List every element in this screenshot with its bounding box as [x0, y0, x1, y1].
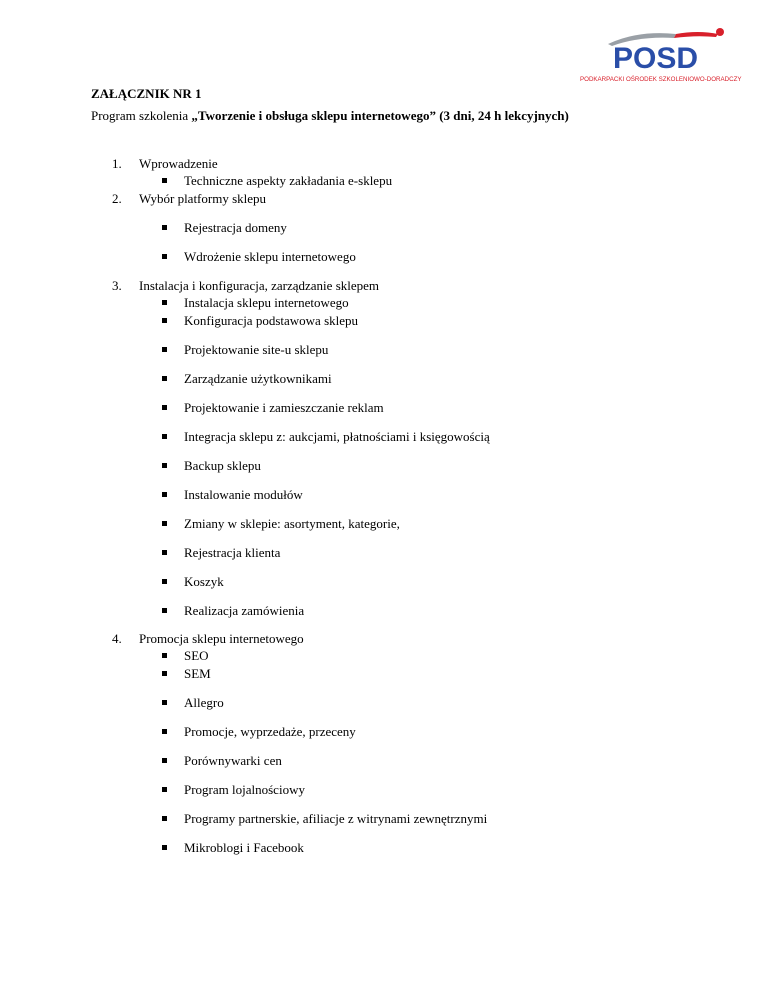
bullet-icon — [162, 300, 167, 305]
bullet-icon — [162, 845, 167, 850]
section-title: Promocja sklepu internetowego — [139, 631, 304, 646]
list-item: Koszyk — [184, 574, 224, 589]
list-item: Rejestracja domeny — [184, 220, 287, 235]
logo-tagline: PODKARPACKI OŚRODEK SZKOLENIOWO-DORADCZY — [580, 76, 742, 83]
section-title: Wybór platformy sklepu — [139, 191, 267, 206]
list-item: Realizacja zamówienia — [184, 603, 305, 618]
list-item: Techniczne aspekty zakładania e-sklepu — [184, 173, 393, 188]
list-item: Konfiguracja podstawowa sklepu — [184, 313, 359, 328]
program-line — [91, 108, 569, 124]
bullet-icon — [162, 579, 167, 584]
list-item: Allegro — [184, 695, 224, 710]
program-title: „Tworzenie i obsługa sklepu internetowego” (3 dni, 24 h lekcyjnych) — [191, 108, 569, 123]
section-title: Instalacja i konfiguracja, zarządzanie sklepem — [139, 278, 380, 293]
section-number: 1. — [112, 156, 122, 171]
list-item: Rejestracja klienta — [184, 545, 281, 560]
bullet-icon — [162, 178, 167, 183]
bullet-icon — [162, 758, 167, 763]
bullet-icon — [162, 225, 167, 230]
logo-text: POSD — [613, 42, 699, 75]
bullet-icon — [162, 434, 167, 439]
list-item: Instalowanie modułów — [184, 487, 303, 502]
list-item: Projektowanie site-u sklepu — [184, 342, 329, 357]
logo-swoosh-red — [674, 32, 718, 38]
posd-logo — [578, 24, 744, 86]
section-number: 2. — [112, 191, 122, 206]
list-item: Zarządzanie użytkownikami — [184, 371, 332, 386]
bullet-icon — [162, 729, 167, 734]
list-item: Promocje, wyprzedaże, przeceny — [184, 724, 356, 739]
list-item: Programy partnerskie, afiliacje z witrynami zewnętrznymi — [184, 811, 488, 826]
list-item: Integracja sklepu z: aukcjami, płatnościami i księgowością — [184, 429, 490, 444]
bullet-icon — [162, 492, 167, 497]
bullet-icon — [162, 550, 167, 555]
list-item: Projektowanie i zamieszczanie reklam — [184, 400, 384, 415]
bullet-icon — [162, 816, 167, 821]
document-heading: ZAŁĄCZNIK NR 1 — [91, 86, 202, 101]
bullet-icon — [162, 653, 167, 658]
section-number: 4. — [112, 631, 122, 646]
logo-dot — [716, 28, 724, 36]
bullet-icon — [162, 376, 167, 381]
list-item: Instalacja sklepu internetowego — [184, 295, 349, 310]
bullet-icon — [162, 671, 167, 676]
bullet-icon — [162, 608, 167, 613]
section-number: 3. — [112, 278, 122, 293]
program-prefix: Program szkolenia — [91, 108, 192, 123]
list-item: Wdrożenie sklepu internetowego — [184, 249, 356, 264]
bullet-icon — [162, 521, 167, 526]
list-item: Zmiany w sklepie: asortyment, kategorie, — [184, 516, 400, 531]
bullet-icon — [162, 318, 167, 323]
list-item: Backup sklepu — [184, 458, 261, 473]
list-item: SEO — [184, 648, 209, 663]
bullet-icon — [162, 347, 167, 352]
bullet-icon — [162, 254, 167, 259]
list-item: Program lojalnościowy — [184, 782, 305, 797]
bullet-icon — [162, 405, 167, 410]
bullet-icon — [162, 700, 167, 705]
list-item: Mikroblogi i Facebook — [184, 840, 304, 855]
section-title: Wprowadzenie — [139, 156, 218, 171]
bullet-icon — [162, 787, 167, 792]
list-item: SEM — [184, 666, 211, 681]
bullet-icon — [162, 463, 167, 468]
list-item: Porównywarki cen — [184, 753, 282, 768]
